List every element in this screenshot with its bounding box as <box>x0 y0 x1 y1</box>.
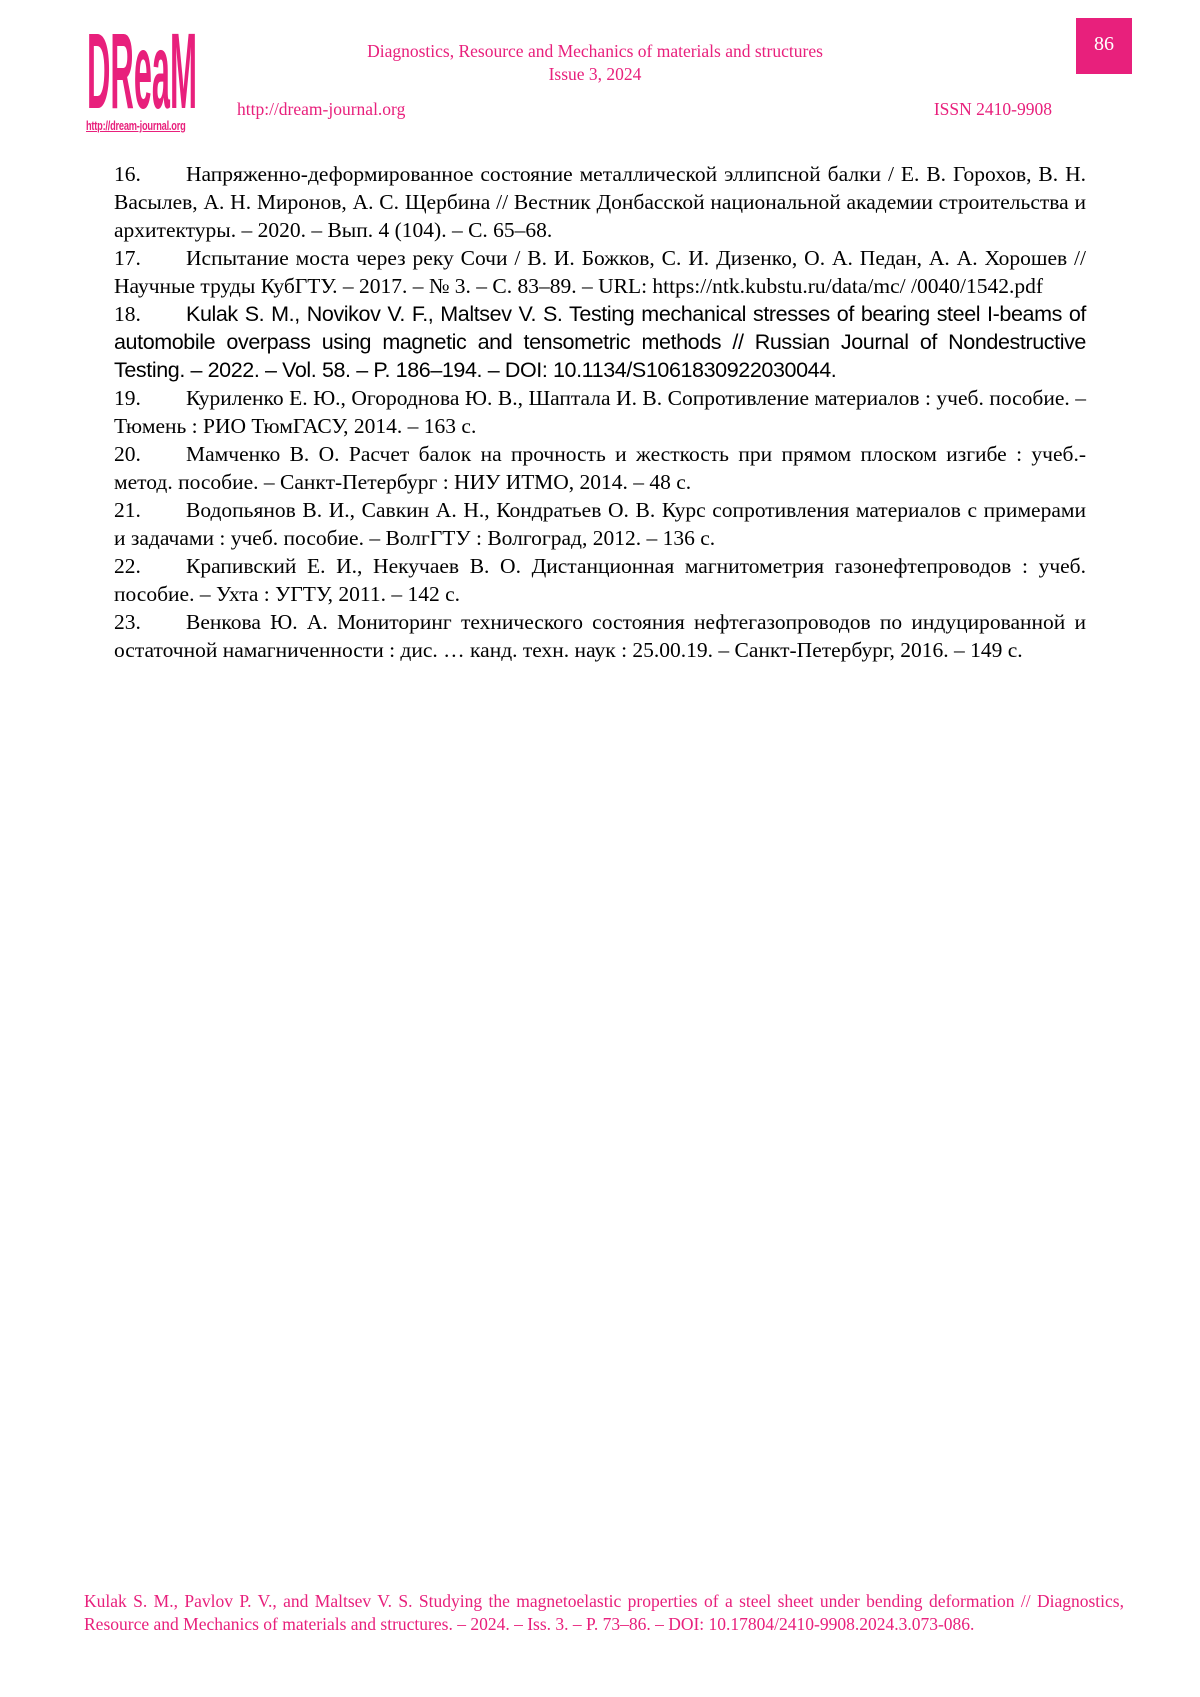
issn: ISSN 2410-9908 <box>933 99 1052 119</box>
reference-number: 18. <box>114 302 141 326</box>
page-number-badge: 86 <box>1076 18 1132 74</box>
reference-item <box>114 384 1086 440</box>
reference-item <box>114 440 1086 496</box>
reference-number: 20. <box>114 442 141 466</box>
reference-number: 21. <box>114 498 141 522</box>
reference-text: Куриленко Е. Ю., Огороднова Ю. В., Шаптала И. В. Сопротивление материалов : учеб. пособие. – Тюмень : РИО ТюмГАСУ, 2014. – 163 с. <box>114 386 1086 438</box>
reference-text: Крапивский Е. И., Некучаев В. О. Дистанционная магнитометрия газонефтепроводов : учеб. пособие. – Ухта : УГТУ, 2011. – 142 с. <box>114 554 1086 606</box>
reference-text: Kulak S. M., Novikov V. F., Maltsev V. S. Testing mechanical stresses of bearing steel I-beams of automobile overpass using magnetic and tensometric methods // Russian Journal of Nondestructive Testing. – 2022. – Vol. 58. – P. 186–194. – DOI: 10.1134/S1061830922030044. <box>114 302 1086 382</box>
reference-text: Венкова Ю. А. Мониторинг технического состояния нефтегазопроводов по индуцированной и остаточной намагниченности : дис. … канд. техн. наук : 25.00.19. – Санкт-Петербург, 2016. – 149 с. <box>114 610 1086 662</box>
reference-number: 23. <box>114 610 141 634</box>
reference-number: 22. <box>114 554 141 578</box>
reference-number: 19. <box>114 386 141 410</box>
citation-footer: Kulak S. M., Pavlov P. V., and Maltsev V. S. Studying the magnetoelastic properties of a steel sheet under bending deformation // Diagnostics, Resource and Mechanics of materials and structures. – 2024. – Iss. 3. – P. 73–86. – DOI: 10.17804/2410-9908.2024.3.073-086. <box>84 1591 1124 1634</box>
logo-url: http://dream-journal.org <box>86 119 186 133</box>
reference-item <box>114 552 1086 608</box>
journal-logo <box>86 16 198 132</box>
reference-item <box>114 244 1086 300</box>
reference-item <box>114 300 1086 384</box>
reference-number: 16. <box>114 162 141 186</box>
reference-item <box>114 608 1086 664</box>
reference-text: Мамченко В. О. Расчет балок на прочность и жесткость при прямом плоском изгибе : учеб.-метод. пособие. – Санкт-Петербург : НИУ ИТМО, 2014. – 48 с. <box>114 442 1086 494</box>
reference-list <box>114 160 1086 664</box>
reference-text: Напряженно-деформированное состояние металлической эллипсной балки / Е. В. Горохов, В. Н. Васылев, А. Н. Миронов, А. С. Щербина // Вестник Донбасской национальной академии строительства и архитектуры. – 2020. – Вып. 4 (104). – С. 65–68. <box>114 162 1086 242</box>
reference-item <box>114 160 1086 244</box>
reference-text: Водопьянов В. И., Савкин А. Н., Кондратьев О. В. Курс сопротивления материалов с примерами и задачами : учеб. пособие. – ВолгГТУ : Волгоград, 2012. – 136 с. <box>114 498 1086 550</box>
reference-text: Испытание моста через реку Сочи / В. И. Божков, С. И. Дизенко, О. А. Педан, А. А. Хорошев // Научные труды КубГТУ. – 2017. – № 3. – С. 83–89. – URL: https://ntk.kubstu.ru/data/mc/ /0040/1542.pdf <box>114 246 1086 298</box>
reference-item <box>114 496 1086 552</box>
journal-site-link[interactable]: http://dream-journal.org <box>237 99 406 119</box>
journal-issue: Issue 3, 2024 <box>548 64 642 84</box>
logo-wordmark: DReaM <box>87 16 197 116</box>
reference-number: 17. <box>114 246 141 270</box>
journal-title: Diagnostics, Resource and Mechanics of materials and structures <box>367 41 823 61</box>
dream-logo-icon <box>86 16 198 116</box>
